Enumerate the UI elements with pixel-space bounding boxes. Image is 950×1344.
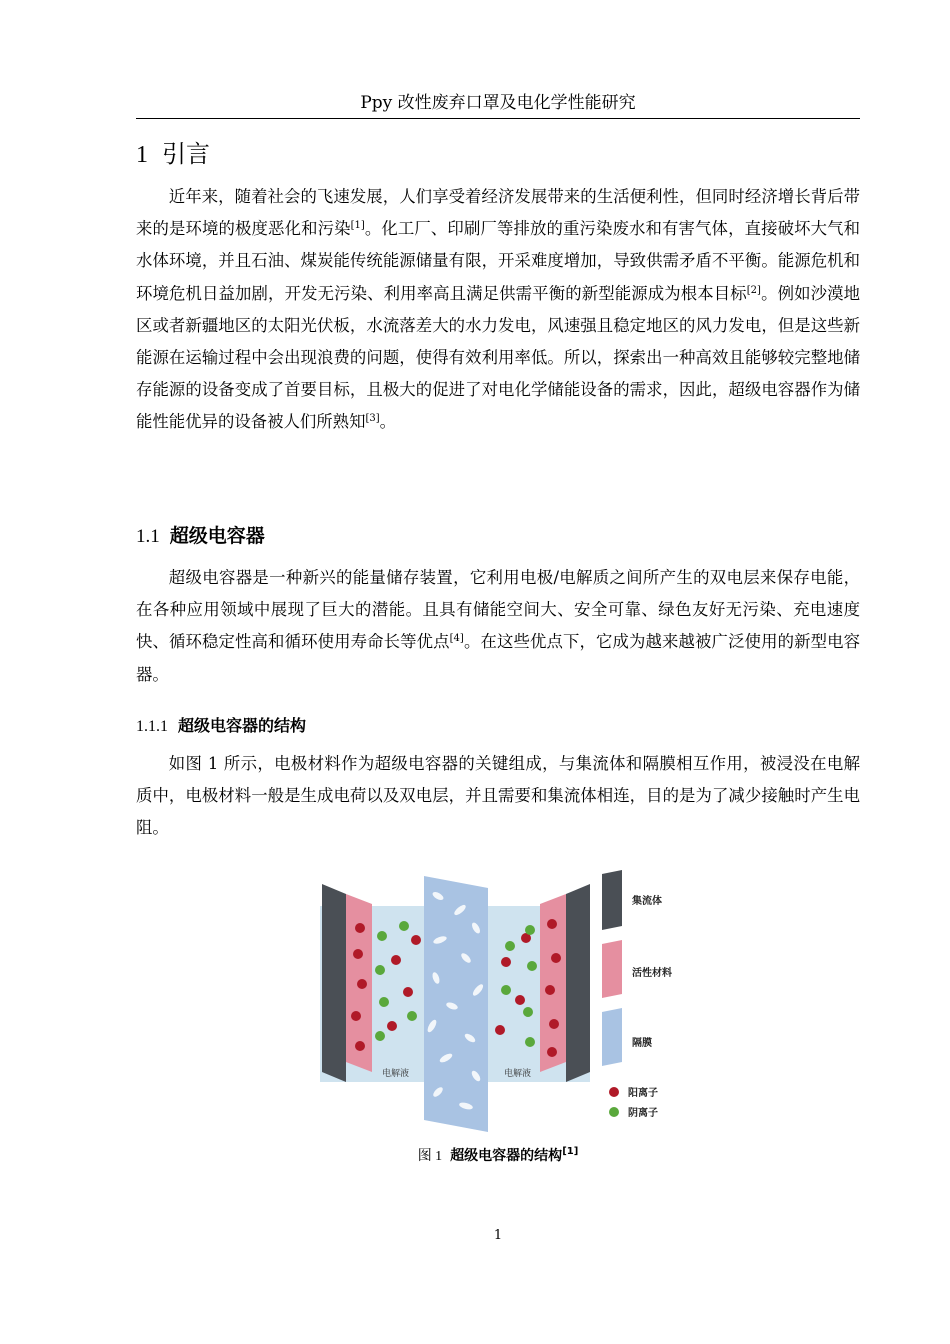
figure-citation: [1] <box>562 1146 579 1157</box>
legend-separator: 隔膜 <box>632 1038 652 1049</box>
legend-cation-dot <box>609 1087 619 1097</box>
citation-2: [2] <box>746 284 761 296</box>
citation-3: [3] <box>365 413 380 425</box>
section-title: 超级电容器的结构 <box>178 716 307 735</box>
legend-separator-swatch <box>602 1008 622 1066</box>
figure-diagram <box>320 866 680 1136</box>
section-number: 1.1 <box>136 526 160 547</box>
section-heading-1 <box>136 136 210 173</box>
electrolyte-label-right: 电解液 <box>504 1069 532 1079</box>
figure-caption <box>136 1144 860 1169</box>
electrolyte-label-left: 电解液 <box>382 1069 410 1079</box>
legend-current-collector: 集流体 <box>632 896 662 907</box>
running-header-title: Ppy 改性废弃口罩及电化学性能研究 <box>360 93 636 113</box>
citation-4: [4] <box>449 633 464 645</box>
legend-active-swatch <box>602 940 622 998</box>
paragraph-supercapacitor: 超级电容器是一种新兴的能量储存装置，它利用电极/电解质之间所产生的双电层来保存电能，在各种应用领域中展现了巨大的潜能。且具有储能空间大、安全可靠、绿色友好无污染、充电速度快、循环稳定性高和循环使用寿命长等优点[4]。在这些优点下，它成为越来越被广泛使用的新型电容器。 <box>136 568 861 684</box>
section-heading-1-1 <box>136 520 265 553</box>
left-current-collector <box>322 884 346 1082</box>
page-number: 1 <box>493 1228 503 1243</box>
figure-supercapacitor-structure <box>320 866 680 1136</box>
figure-caption-text: 超级电容器的结构 <box>450 1148 563 1164</box>
legend-active-material: 活性材料 <box>632 968 672 979</box>
right-current-collector <box>566 884 590 1082</box>
section-number: 1.1.1 <box>136 718 168 735</box>
section-title: 超级电容器 <box>169 525 265 547</box>
legend-anion-dot <box>609 1107 619 1117</box>
paragraph-intro: 近年来，随着社会的飞速发展，人们享受着经济发展带来的生活便利性，但同时经济增长背后带来的是环境的极度恶化和污染[1]。化工厂、印刷厂等排放的重污染废水和有害气体，直接破坏大气和水体环境，并且石油、煤炭能传统能源储量有限，开采难度增加，导致供需矛盾不平衡。能源危机和环境危机日益加剧，开发无污染、利用率高且满足供需平衡的新型能源成为根本目标[2]。例如沙漠地区或者新疆地区的太阳光伏板，水流落差大的水力发电，风速强且稳定地区的风力发电，但是这些新能源在运输过程中会出现浪费的问题，使得有效利用率低。所以，探索出一种高效且能够较完整地储存能源的设备变成了首要目标，且极大的促进了对电化学储能设备的需求，因此，超级电容器作为储能性能优异的设备被人们所熟知[3]。 <box>136 187 861 432</box>
legend-anion: 阴离子 <box>628 1108 658 1119</box>
legend-cation: 阳离子 <box>628 1088 658 1099</box>
legend-collector-swatch <box>602 870 622 930</box>
section-number: 1 <box>136 142 148 168</box>
section-heading-1-1-1 <box>136 711 306 742</box>
running-header <box>136 88 860 119</box>
section-title: 引言 <box>162 140 210 168</box>
figure-number: 图 1 <box>417 1149 443 1164</box>
paragraph-structure: 如图 1 所示，电极材料作为超级电容器的关键组成，与集流体和隔膜相互作用，被浸没在电解质中，电极材料一般是生成电荷以及双电层，并且需要和集流体相连，目的是为了减少接触时产生电阻。 <box>136 754 860 838</box>
citation-1: [1] <box>350 220 365 232</box>
